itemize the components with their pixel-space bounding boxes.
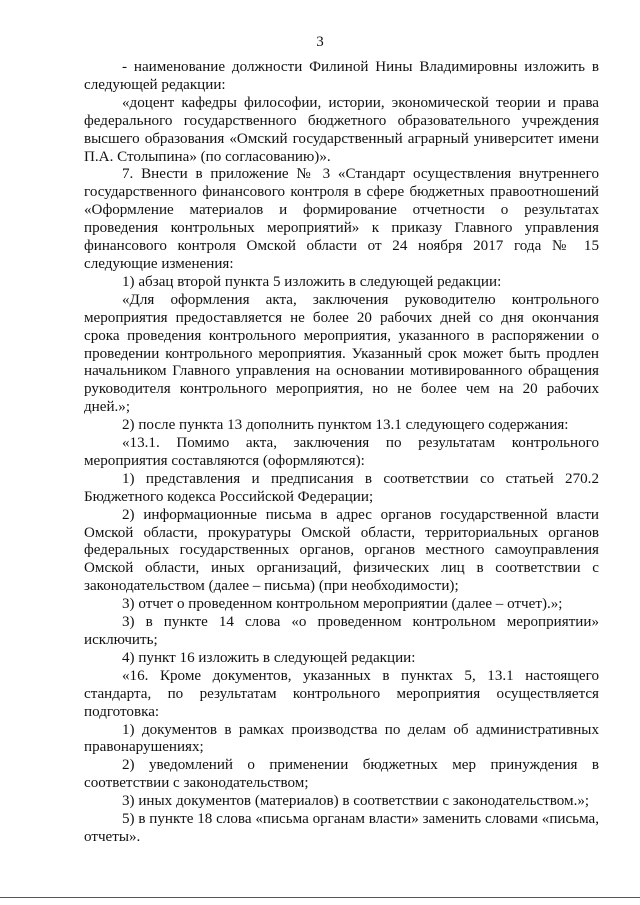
page-number: 3 — [316, 34, 324, 50]
paragraph-point-13-1: «13.1. Помимо акта, заключения по результатам контрольного мероприятия составляются (оформляются): — [84, 435, 599, 469]
paragraph-point-16-sub-3: 3) иных документов (материалов) в соответствии с законодательством.»; — [122, 793, 590, 810]
paragraph-item-7: 7. Внести в приложение № 3 «Стандарт осуществления внутреннего государственного финансового контроля в сфере бюджетных правоотношений «Оформление материалов и формирование отчетности о результатах проведения контрольных мероприятий» к приказу Главного управления финансового контроля Омской области от 24 ноября 2017 года № 15 следующие изменения: — [84, 166, 599, 272]
paragraph-position-name: - наименование должности Филиной Нины Владимировны изложить в следующей редакции: — [84, 59, 599, 93]
paragraph-subitem-5: 5) в пункте 18 слова «письма органам власти» заменить словами «письма, отчеты». — [84, 811, 599, 845]
paragraph-point-16-sub-2: 2) уведомлений о применении бюджетных мер принуждения в соответствии с законодательством; — [84, 757, 599, 792]
paragraph-subitem-1: 1) абзац второй пункта 5 изложить в следующей редакции: — [122, 273, 502, 290]
paragraph-point-13-1-sub-2: 2) информационные письма в адрес органов государственной власти Омской области, прокуратуры Омской области, территориальных органов федеральных государственных органов, органов местного самоуправления Омской области, иных организаций, физических лиц в соответствии с законодательством (далее – письма) (при необходимости); — [84, 506, 599, 595]
paragraph-subitem-3: 3) в пункте 14 слова «о проведенном контрольном мероприятии» исключить; — [84, 614, 599, 648]
paragraph-act-deadline: «Для оформления акта, заключения руководителю контрольного мероприятия предоставляется не более 20 рабочих дней со дня окончания срока проведения контрольного мероприятия, указанного в распоряжении о проведении контрольного мероприятия. Указанный срок может быть продлен начальником Главного управления на основании мотивированного обращения руководителя контрольного мероприятия, но не более чем на 20 рабочих дней.»; — [84, 291, 599, 416]
paragraph-subitem-4: 4) пункт 16 изложить в следующей редакции: — [122, 649, 416, 666]
page-bottom-rule — [0, 897, 640, 898]
paragraph-point-16-sub-1: 1) документов в рамках производства по делам об административных правонарушениях; — [84, 721, 599, 756]
document-body — [84, 59, 599, 847]
paragraph-point-16: «16. Кроме документов, указанных в пунктах 5, 13.1 настоящего стандарта, по результатам контрольного мероприятия осуществляется подготовка: — [84, 667, 599, 720]
paragraph-point-13-1-sub-1: 1) представления и предписания в соответствии со статьей 270.2 Бюджетного кодекса Российской Федерации; — [84, 470, 599, 505]
paragraph-subitem-2: 2) после пункта 13 дополнить пунктом 13.1 следующего содержания: — [122, 417, 569, 434]
paragraph-point-13-1-sub-3: 3) отчет о проведенном контрольном мероприятии (далее – отчет).»; — [122, 596, 563, 613]
paragraph-position-text: «доцент кафедры философии, истории, экономической теории и права федерального государственного бюджетного образовательного учреждения высшего образования «Омский государственный аграрный университет имени П.А. Столыпина» (по согласованию)». — [84, 94, 599, 165]
